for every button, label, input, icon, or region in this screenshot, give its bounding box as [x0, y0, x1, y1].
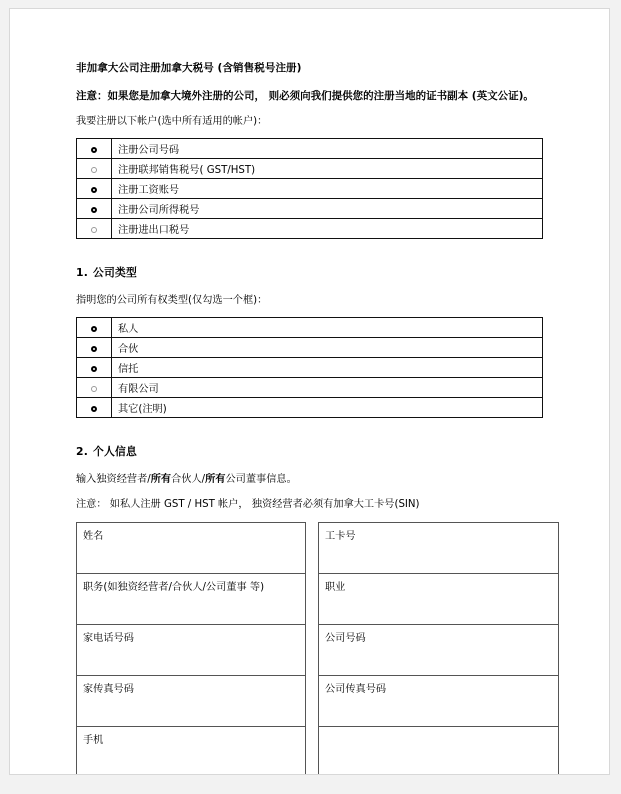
section-1-number: 1.	[76, 266, 89, 279]
section-1-lead-text: 指明您的公司所有权类型(仅勾选一个框)：	[76, 295, 268, 306]
lead-bold-2: 所有	[205, 474, 226, 485]
table-row	[77, 338, 543, 358]
company-type-option-label-cell: 私人	[112, 318, 543, 338]
account-option-label-cell: 注册工资账号	[112, 179, 543, 199]
section-2-lead-text	[76, 472, 556, 487]
account-option-checkbox-cell[interactable]	[77, 219, 112, 239]
registration-notice: 注意：如果您是加拿大境外注册的公司， 则必须向我们提供您的注册当地的证书副本 (英文公证)。	[76, 90, 534, 102]
company-type-option-checkbox-cell[interactable]	[77, 358, 112, 378]
radio-checked-icon[interactable]	[91, 326, 97, 332]
company-type-option-label-cell: 信托	[112, 358, 543, 378]
document-title: 非加拿大公司注册加拿大税号 (含销售税号注册)	[76, 62, 302, 74]
table-row	[77, 398, 543, 418]
section-2-heading	[76, 444, 556, 459]
company-type-option-checkbox-cell[interactable]	[77, 338, 112, 358]
radio-checked-icon[interactable]	[91, 366, 97, 372]
table-row	[77, 139, 543, 159]
info-field-left[interactable]: 家传真号码	[77, 676, 306, 727]
column-spacer	[306, 523, 319, 574]
document-content	[76, 61, 556, 775]
company-type-option-checkbox-cell[interactable]	[77, 378, 112, 398]
account-option-checkbox-cell[interactable]	[77, 139, 112, 159]
radio-checked-icon[interactable]	[91, 346, 97, 352]
company-type-option-label-cell: 合伙	[112, 338, 543, 358]
company-type-checkbox-table	[76, 317, 543, 418]
info-field-left[interactable]: 职务(如独资经营者/合伙人/公司董事 等)	[77, 574, 306, 625]
table-row	[77, 358, 543, 378]
radio-checked-icon[interactable]	[91, 147, 97, 153]
account-option-label-cell: 注册进出口税号	[112, 219, 543, 239]
table-row	[77, 318, 543, 338]
section-1-title: 公司类型	[93, 266, 138, 279]
company-type-option-checkbox-cell[interactable]	[77, 398, 112, 418]
company-type-option-label-cell: 有限公司	[112, 378, 543, 398]
column-spacer	[306, 625, 319, 676]
lead-bold-1: 所有	[150, 474, 172, 485]
table-row	[77, 219, 543, 239]
table-row	[77, 199, 543, 219]
table-row	[77, 378, 543, 398]
company-type-option-label-cell: 其它(注明)	[112, 398, 543, 418]
lead-segment-3: 公司董事信息。	[225, 474, 297, 485]
info-field-right[interactable]	[319, 727, 559, 776]
accounts-checkbox-table	[76, 138, 543, 239]
info-field-right[interactable]: 工卡号	[319, 523, 559, 574]
info-field-right[interactable]: 公司传真号码	[319, 676, 559, 727]
table-row	[77, 625, 559, 676]
radio-checked-icon[interactable]	[91, 207, 97, 213]
accounts-lead-text: 我要注册以下帐户(选中所有适用的帐户)：	[76, 116, 268, 127]
column-spacer	[306, 676, 319, 727]
table-row	[77, 676, 559, 727]
info-field-left[interactable]: 姓名	[77, 523, 306, 574]
column-spacer	[306, 727, 319, 776]
account-option-checkbox-cell[interactable]	[77, 199, 112, 219]
account-option-label-cell: 注册公司号码	[112, 139, 543, 159]
radio-unchecked-icon[interactable]	[91, 386, 97, 392]
table-row	[77, 523, 559, 574]
section-1-heading	[76, 265, 556, 280]
radio-unchecked-icon[interactable]	[91, 227, 97, 233]
section-2-title: 个人信息	[93, 445, 138, 458]
lead-segment-2: 合伙人/	[171, 474, 206, 485]
radio-checked-icon[interactable]	[91, 406, 97, 412]
section-2-number: 2.	[76, 445, 89, 458]
info-field-left[interactable]: 家电话号码	[77, 625, 306, 676]
radio-checked-icon[interactable]	[91, 187, 97, 193]
info-field-left[interactable]: 手机	[77, 727, 306, 776]
account-option-label-cell: 注册联邦销售税号( GST/HST)	[112, 159, 543, 179]
personal-info-section	[76, 522, 556, 775]
column-spacer	[306, 574, 319, 625]
table-row	[77, 574, 559, 625]
section-2-note: 注意： 如私人注册 GST / HST 帐户， 独资经营者必须有加拿大工卡号(SIN)	[76, 499, 420, 510]
info-field-right[interactable]: 职业	[319, 574, 559, 625]
account-option-checkbox-cell[interactable]	[77, 179, 112, 199]
personal-info-table	[76, 522, 559, 775]
lead-segment-1: 输入独资经营者/	[76, 474, 151, 485]
account-option-checkbox-cell[interactable]	[77, 159, 112, 179]
table-row	[77, 159, 543, 179]
document-page	[9, 8, 610, 775]
account-option-label-cell: 注册公司所得税号	[112, 199, 543, 219]
info-field-right[interactable]: 公司号码	[319, 625, 559, 676]
table-row	[77, 179, 543, 199]
radio-unchecked-icon[interactable]	[91, 167, 97, 173]
company-type-option-checkbox-cell[interactable]	[77, 318, 112, 338]
table-row	[77, 727, 559, 776]
